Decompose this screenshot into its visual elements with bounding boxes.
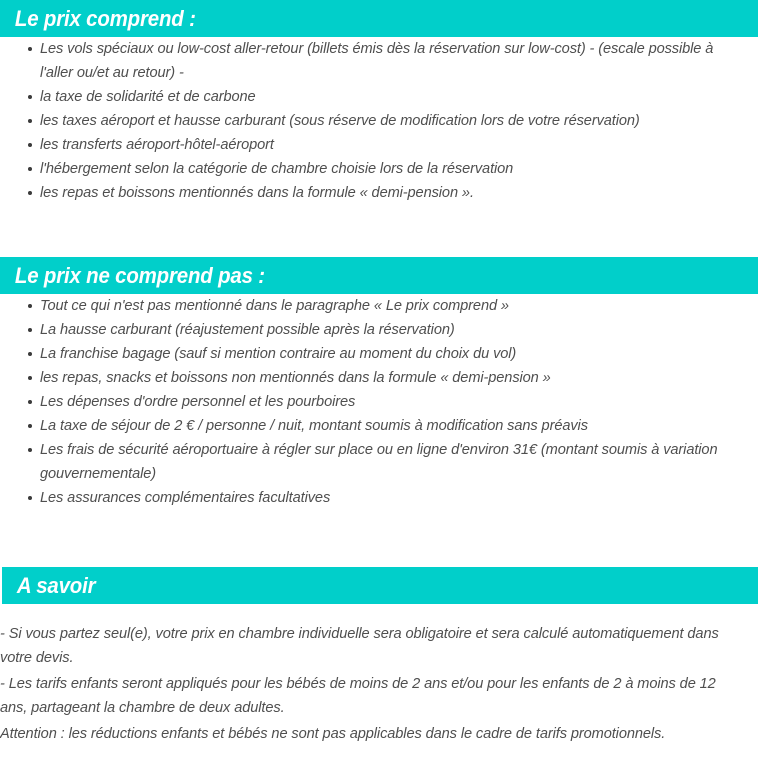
section-spacer xyxy=(0,205,758,257)
list-item: la taxe de solidarité et de carbone xyxy=(0,85,758,109)
list-item: les repas, snacks et boissons non mentionnés dans la formule « demi-pension » xyxy=(0,366,758,390)
section-title-a-savoir: A savoir xyxy=(2,567,758,604)
list-item: les transferts aéroport-hôtel-aéroport xyxy=(0,133,758,157)
notes-a-savoir xyxy=(0,622,758,746)
section-title-prix-ne-comprend-pas: Le prix ne comprend pas : xyxy=(0,257,758,294)
list-prix-comprend xyxy=(0,37,758,205)
list-item: La taxe de séjour de 2 € / personne / nuit, montant soumis à modification sans préavis xyxy=(0,414,758,438)
note-paragraph: - Si vous partez seul(e), votre prix en chambre individuelle sera obligatoire et sera calculé automatiquement dans votre devis. xyxy=(0,626,719,666)
list-item: Les dépenses d'ordre personnel et les pourboires xyxy=(0,390,758,414)
list-item: La franchise bagage (sauf si mention contraire au moment du choix du vol) xyxy=(0,342,758,366)
list-item: les taxes aéroport et hausse carburant (sous réserve de modification lors de votre réservation) xyxy=(0,109,758,133)
list-item: Les frais de sécurité aéroportuaire à régler sur place ou en ligne d'environ 31€ (montant soumis à variation gouvernementale) xyxy=(0,438,758,486)
section-spacer xyxy=(0,510,758,567)
note-paragraph: - Les tarifs enfants seront appliqués pour les bébés de moins de 2 ans et/ou pour les enfants de 2 à moins de 12 ans, partageant la chambre de deux adultes. xyxy=(0,676,716,716)
section-header-a-savoir xyxy=(2,567,758,604)
section-title-prix-comprend: Le prix comprend : xyxy=(0,0,758,37)
list-item: La hausse carburant (réajustement possible après la réservation) xyxy=(0,318,758,342)
list-item: Les assurances complémentaires facultatives xyxy=(0,486,758,510)
list-prix-ne-comprend-pas xyxy=(0,294,758,510)
note-paragraph: Attention : les réductions enfants et bébés ne sont pas applicables dans le cadre de tarifs promotionnels. xyxy=(0,726,666,742)
list-item: Tout ce qui n'est pas mentionné dans le paragraphe « Le prix comprend » xyxy=(0,294,758,318)
section-header-prix-comprend xyxy=(0,0,758,37)
list-item: l'hébergement selon la catégorie de chambre choisie lors de la réservation xyxy=(0,157,758,181)
list-item: les repas et boissons mentionnés dans la formule « demi-pension ». xyxy=(0,181,758,205)
section-header-prix-ne-comprend-pas xyxy=(0,257,758,294)
list-item: Les vols spéciaux ou low-cost aller-retour (billets émis dès la réservation sur low-cost) - (escale possible à l'aller ou/et au retour) - xyxy=(0,37,758,85)
